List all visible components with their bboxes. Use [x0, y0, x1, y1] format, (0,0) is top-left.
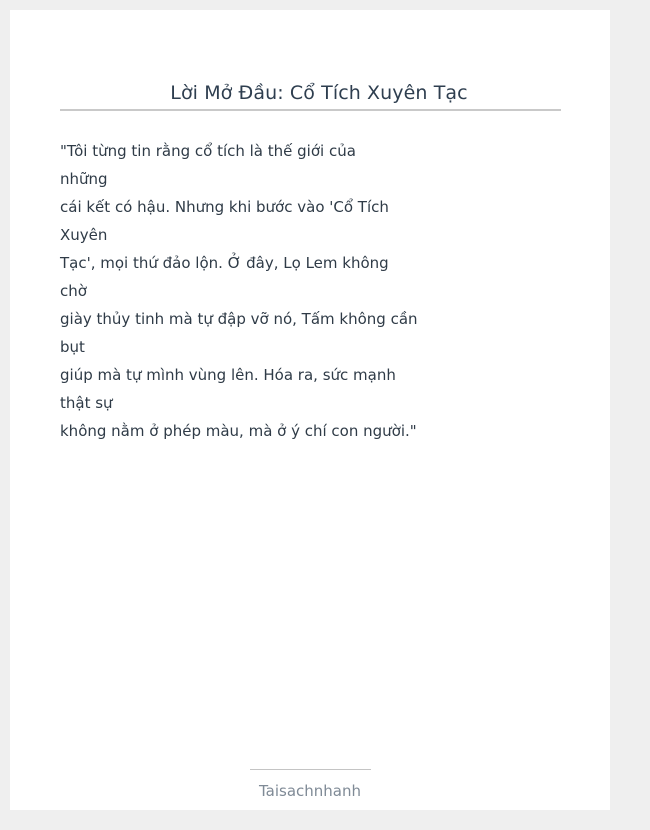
text-line: "Tôi từng tin rằng cổ tích là thế giới của: [60, 142, 356, 160]
footer-divider: [250, 769, 371, 770]
text-line: giày thủy tinh mà tự đập vỡ nó, Tấm không cần: [60, 310, 418, 328]
footer-site-name: Taisachnhanh: [258, 782, 362, 800]
text-line: cái kết có hậu. Nhưng khi bước vào 'Cổ Tích: [60, 198, 389, 216]
document-page: [10, 10, 610, 810]
text-line: những: [60, 170, 108, 188]
text-line: giúp mà tự mình vùng lên. Hóa ra, sức mạnh: [60, 366, 396, 384]
page-title: Lời Mở Đầu: Cổ Tích Xuyên Tạc: [170, 82, 468, 104]
body-paragraph: [60, 141, 420, 449]
text-line: bụt: [60, 338, 85, 356]
title-divider: [60, 109, 561, 111]
text-line: thật sự: [60, 394, 113, 412]
text-line: chờ: [60, 282, 87, 300]
text-line: Xuyên: [60, 226, 108, 244]
text-line: Tạc', mọi thứ đảo lộn. Ở đây, Lọ Lem không: [60, 254, 389, 272]
text-line: không nằm ở phép màu, mà ở ý chí con người.": [60, 422, 417, 440]
